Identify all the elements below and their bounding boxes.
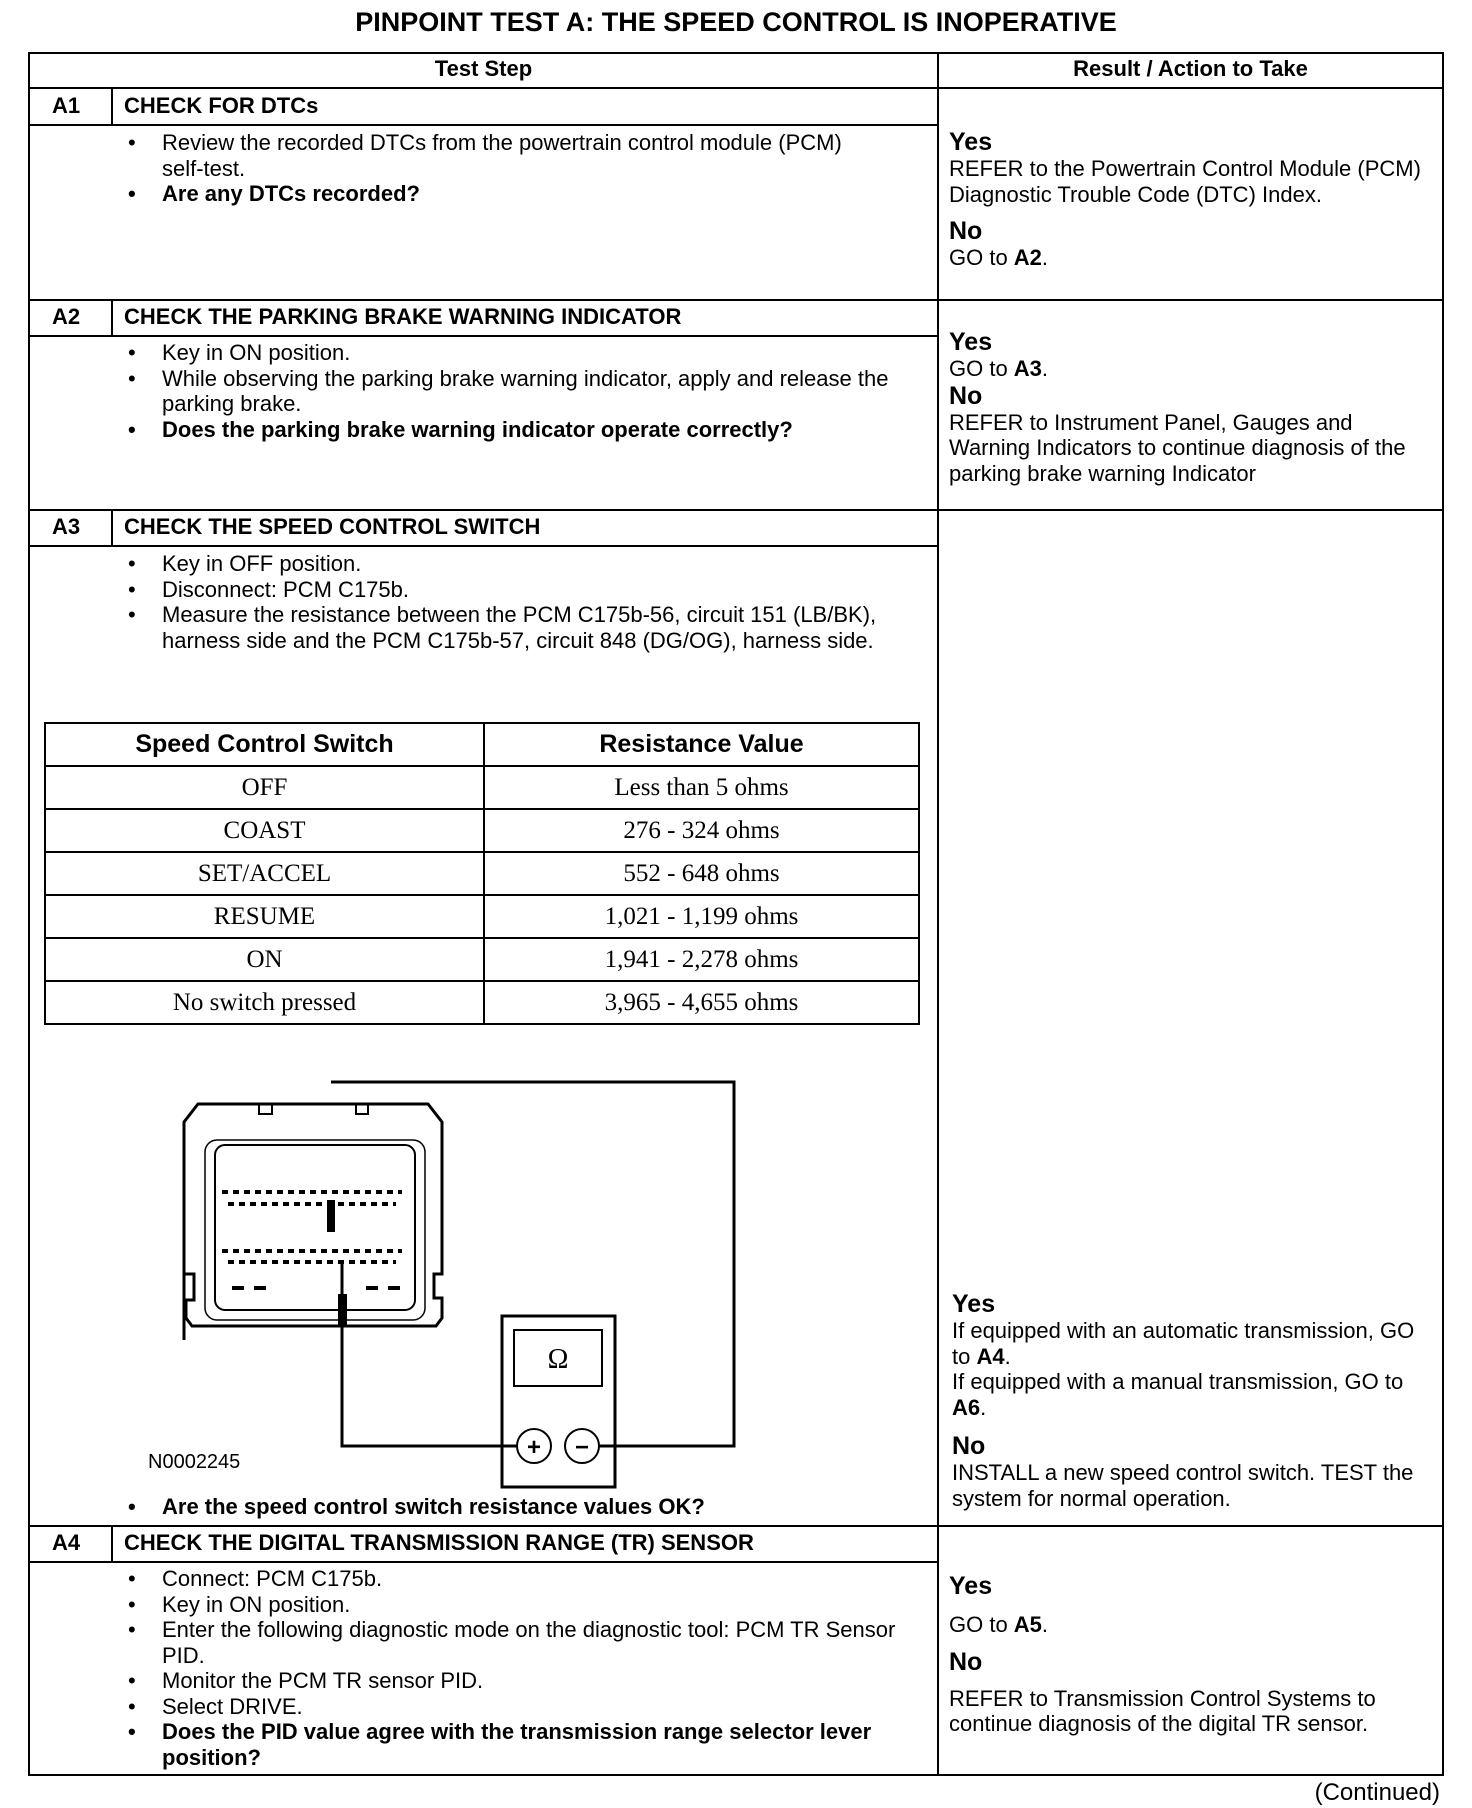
figure-id: N0002245 [148,1451,241,1473]
cell: COAST [45,809,484,852]
bullet: • Enter the following diagnostic mode on the diagnostic tool: PCM TR Sensor PID. [128,1617,908,1668]
step-heading: CHECK THE SPEED CONTROL SWITCH [124,514,541,539]
step-heading: CHECK FOR DTCs [124,93,319,118]
cell: OFF [45,766,484,809]
question: • Are the speed control switch resistance values OK? [128,1494,908,1520]
multimeter [502,1316,615,1487]
probe-icon [338,1294,347,1326]
bullet: • While observing the parking brake warning indicator, apply and release the parking brake. [128,366,908,417]
cell: 1,941 - 2,278 ohms [484,938,919,981]
period: . [980,1394,987,1420]
question: • Does the parking brake warning indicator operate correctly? [128,417,908,443]
bullet: • Review the recorded DTCs from the powertrain control module (PCM) self-test. [128,130,888,181]
no-text: GO to [949,245,1014,270]
cell: No switch pressed [45,981,484,1024]
cell: Less than 5 ohms [484,766,919,809]
step-ref[interactable]: A6 [952,1394,981,1420]
column-header-test-step: Test Step [434,56,533,81]
result-a3 [952,1290,1422,1511]
column-header-result: Result / Action to Take [1073,56,1308,81]
yes-text: If equipped with an automatic transmission, GO to [952,1318,1415,1369]
step-ref[interactable]: A4 [976,1343,1005,1369]
no-label: No [949,217,983,245]
question: • Does the PID value agree with the transmission range selector lever position? [128,1719,908,1770]
step-heading: CHECK THE PARKING BRAKE WARNING INDICATOR [124,304,682,329]
question: • Are any DTCs recorded? [128,181,888,207]
yes-label: Yes [949,328,993,356]
bullet: • Connect: PCM C175b. [128,1566,908,1592]
step-bullets [128,1566,908,1770]
bullet: • Key in ON position. [128,340,908,366]
step-ref[interactable]: A5 [1013,1612,1042,1637]
cell: RESUME [45,895,484,938]
column-header: Resistance Value [484,723,919,766]
yes-text: GO to [949,356,1014,381]
bullet: • Monitor the PCM TR sensor PID. [128,1668,908,1694]
yes-label: Yes [952,1290,996,1318]
no-action: INSTALL a new speed control switch. TEST the system for normal operation. [952,1460,1414,1511]
yes-action-manual [952,1369,1422,1420]
cell: SET/ACCEL [45,852,484,895]
step-id: A1 [52,93,81,118]
plus-icon: + [526,1434,542,1461]
bullet: • Key in ON position. [128,1592,908,1618]
continued-label: (Continued) [1314,1779,1440,1806]
connector-face [215,1145,415,1310]
period: . [1041,356,1049,381]
no-action: REFER to Transmission Control Systems to continue diagnosis of the digital TR sensor. [949,1685,1376,1736]
yes-text: GO to [949,1612,1014,1637]
step-id: A2 [52,304,81,329]
cell: 552 - 648 ohms [484,852,919,895]
cell: ON [45,938,484,981]
yes-action [949,1612,1429,1638]
pin-row [222,1192,402,1262]
no-label: No [952,1432,986,1460]
no-action: REFER to Instrument Panel, Gauges and Warning Indicators to continue diagnosis of the parking brake warning Indicator [949,409,1406,486]
bullet: • Measure the resistance between the PCM C175b-56, circuit 151 (LB/BK), harness side and the PCM C175b-57, circuit 848 (DG/OG), harness side. [128,602,908,653]
period: . [1004,1343,1011,1369]
result-a4 [949,1572,1429,1737]
ohm-symbol: Ω [547,1344,569,1375]
step-ref[interactable]: A3 [1013,356,1042,381]
yes-label: Yes [949,1572,993,1600]
period: . [1041,1612,1049,1637]
column-header: Speed Control Switch [45,723,484,766]
yes-action: REFER to the Powertrain Control Module (PCM) Diagnostic Trouble Code (DTC) Index. [949,156,1421,207]
bullet: • Disconnect: PCM C175b. [128,577,908,603]
page-title: PINPOINT TEST A: THE SPEED CONTROL IS INOPERATIVE [355,7,1117,37]
no-label: No [949,1647,983,1676]
minus-icon: − [574,1434,590,1461]
bullet: • Key in OFF position. [128,551,908,577]
step-ref[interactable]: A2 [1013,245,1042,270]
yes-text: If equipped with a manual transmission, GO to [952,1369,1404,1394]
cell: 1,021 - 1,199 ohms [484,895,919,938]
step-bullets [128,1494,908,1520]
cell: 3,965 - 4,655 ohms [484,981,919,1024]
bullet: • Select DRIVE. [128,1694,908,1720]
wire-negative [331,1082,734,1446]
period: . [1041,245,1049,270]
step-id: A4 [52,1530,81,1555]
no-label: No [949,381,983,410]
cell: 276 - 324 ohms [484,809,919,852]
step-heading: CHECK THE DIGITAL TRANSMISSION RANGE (TR) SENSOR [124,1530,754,1555]
yes-action-automatic [952,1318,1422,1369]
yes-label: Yes [949,128,993,156]
step-id: A3 [52,514,81,539]
probe-icon [327,1200,335,1232]
